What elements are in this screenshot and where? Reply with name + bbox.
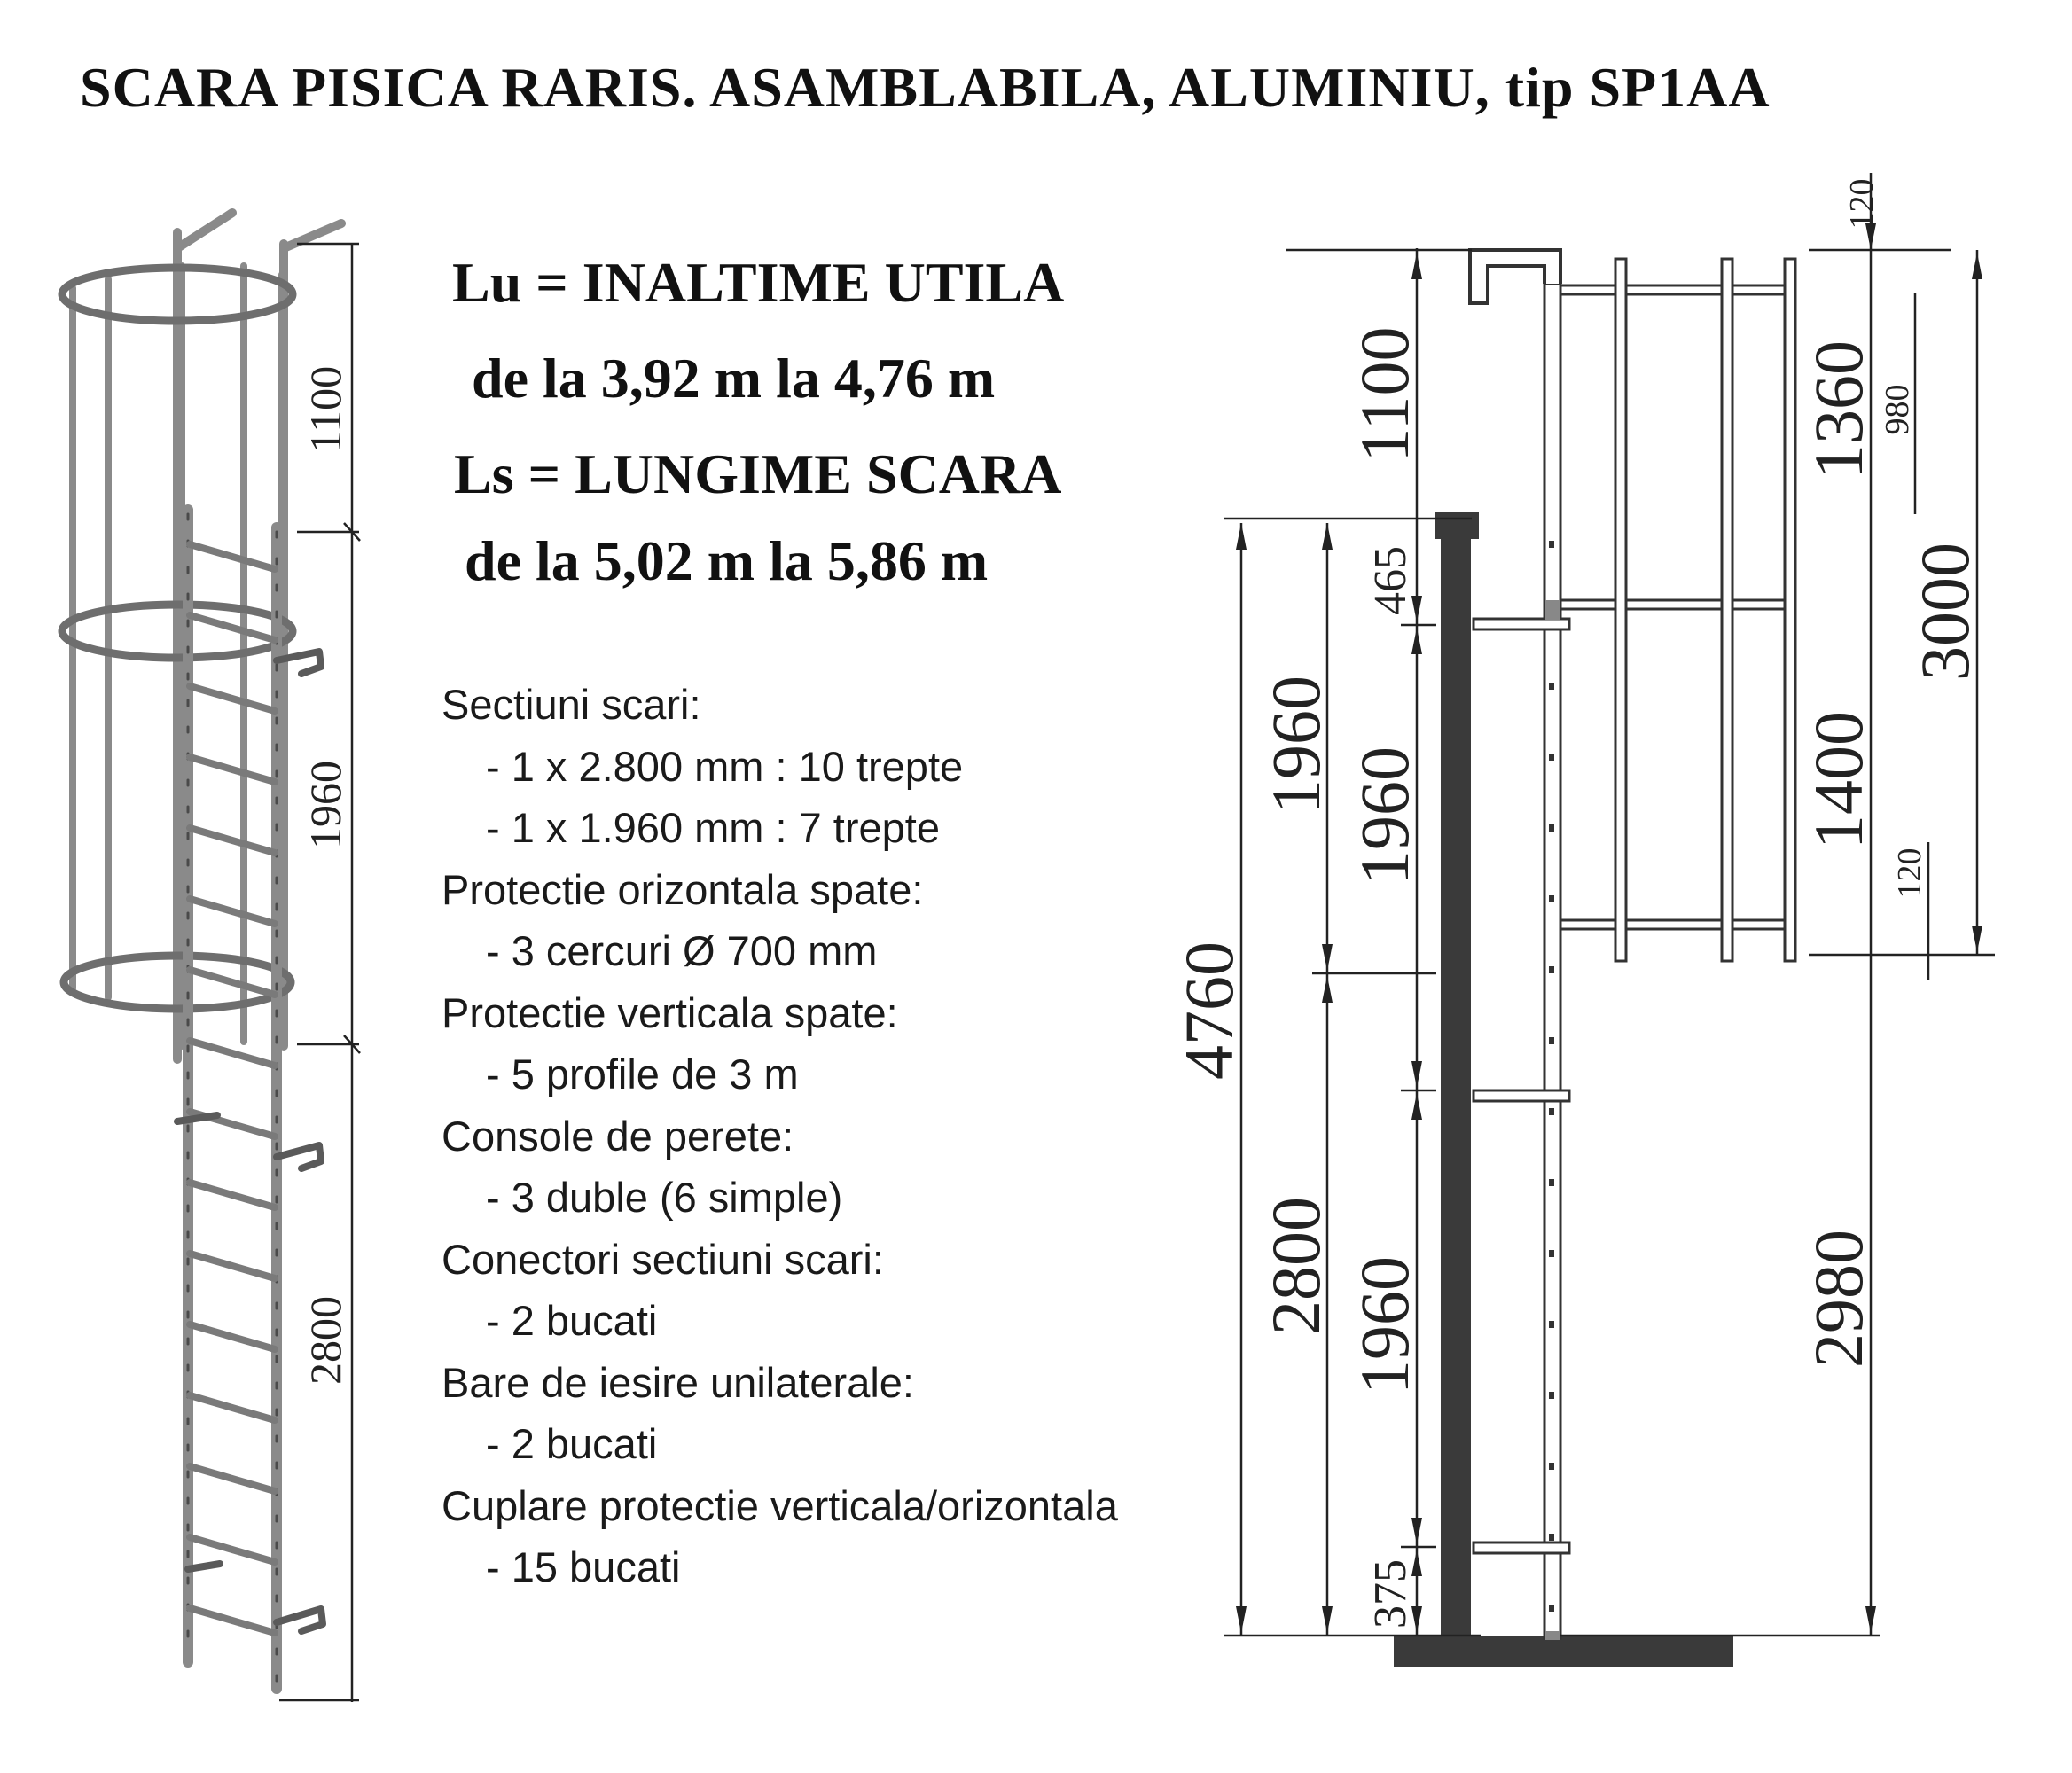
left-dimension-labels: [301, 366, 350, 1385]
spec-heading: Protectie orizontala spate:: [442, 865, 924, 913]
wall-cap: [1435, 512, 1479, 539]
cage-hoops-side: [1560, 285, 1795, 929]
dim-label-1100: 1100: [301, 365, 350, 454]
left-dimension-line: [279, 244, 360, 1702]
spec-heading: Conectori sectiuni scari:: [442, 1235, 884, 1283]
spec-item: - 1 x 1.960 mm : 7 trepte: [486, 804, 940, 851]
dim-120-low: 120: [1891, 847, 1928, 899]
ladder-side-view: [1394, 250, 1795, 1667]
ladder-rail-side: [1544, 284, 1560, 1638]
dim-label-1960: 1960: [301, 761, 350, 849]
diagram-title: SCARA PISICA RARIS. ASAMBLABILA, ALUMINIU, tip SP1AA: [80, 56, 1771, 119]
spec-group: [442, 982, 1118, 1105]
spec-item: - 3 duble (6 simple): [486, 1174, 843, 1221]
spec-group: [442, 859, 1118, 982]
spec-group: [442, 1352, 1118, 1475]
dim-label-2800: 2800: [301, 1296, 350, 1385]
ladder-rungs: [190, 544, 275, 1633]
dim-1960-b1: 1960: [1346, 746, 1423, 885]
spec-item: - 1 x 2.800 mm : 10 trepte: [486, 742, 964, 790]
dim-1360: 1360: [1800, 340, 1877, 479]
dim-375-b: 375: [1365, 1559, 1416, 1629]
dim-465-b: 465: [1365, 546, 1416, 615]
lu-label: Lu = INALTIME UTILA: [452, 251, 1065, 314]
connector-node: [1545, 600, 1560, 620]
spec-heading: Protectie verticala spate:: [442, 988, 898, 1036]
spec-group: [442, 1229, 1118, 1352]
spec-list: [442, 674, 1118, 1598]
spec-heading: Console de perete:: [442, 1112, 794, 1160]
lu-range: de la 3,92 m la 4,76 m: [472, 347, 996, 410]
spec-item: - 2 bucati: [486, 1420, 658, 1467]
spec-item: - 15 bucati: [486, 1543, 681, 1590]
spec-item: - 5 profile de 3 m: [486, 1051, 799, 1097]
dim-980: 980: [1879, 384, 1916, 435]
spec-group: [442, 1475, 1118, 1598]
ladder-3d-view: [62, 213, 341, 1689]
dim-120-top: 120: [1843, 178, 1880, 230]
ground-slab: [1394, 1636, 1733, 1667]
right-dimension-labels: [1170, 179, 1983, 1629]
dim-1400: 1400: [1800, 711, 1877, 849]
connector-node: [1545, 1631, 1560, 1640]
spec-group: [442, 674, 1118, 859]
spec-item: - 2 bucati: [486, 1297, 658, 1344]
parapet-wall: [1441, 512, 1471, 1640]
dim-2800-a: 2800: [1257, 1197, 1334, 1335]
dim-1960-b2: 1960: [1346, 1256, 1423, 1394]
dim-1960-a: 1960: [1257, 676, 1334, 814]
dim-2980: 2980: [1800, 1230, 1877, 1368]
ls-label: Ls = LUNGIME SCARA: [454, 442, 1062, 505]
dim-1100-b: 1100: [1346, 326, 1423, 463]
dim-total-4760: 4760: [1170, 941, 1247, 1080]
spec-group: [442, 1105, 1118, 1229]
dim-3000: 3000: [1906, 543, 1983, 681]
spec-heading: Cuplare protectie verticala/orizontala: [442, 1481, 1118, 1529]
spec-item: - 3 cercuri Ø 700 mm: [486, 927, 878, 974]
spec-heading: Bare de iesire unilaterale:: [442, 1358, 914, 1406]
spec-heading: Sectiuni scari:: [442, 681, 701, 728]
ls-range: de la 5,02 m la 5,86 m: [465, 529, 989, 592]
